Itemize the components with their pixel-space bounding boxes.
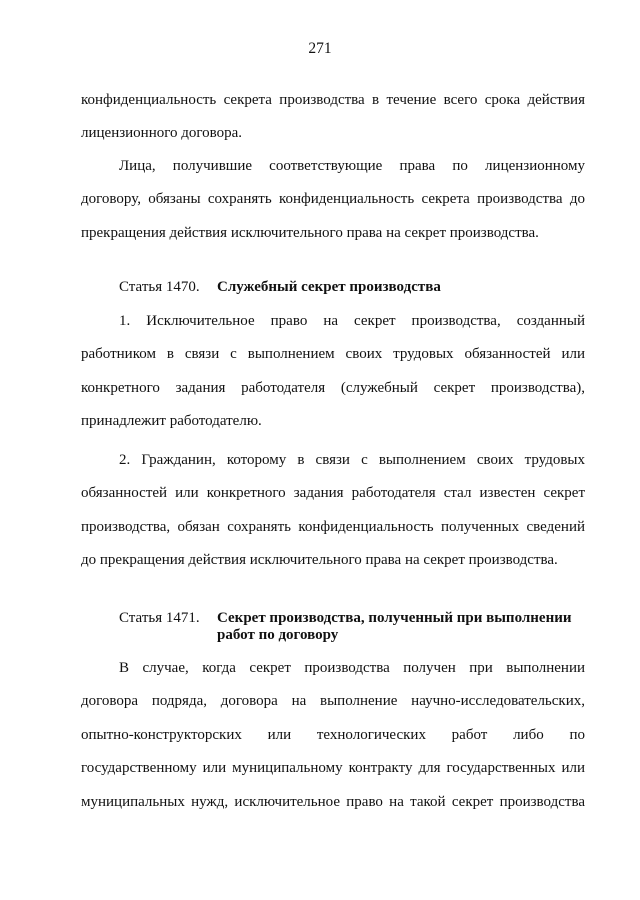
paragraph-licensees (81, 150, 585, 250)
text-line: конкретного задания работодателя (служебный секрет производства), (81, 379, 585, 396)
text-line: работником в связи с выполнением своих трудовых обязанностей или (81, 346, 585, 363)
article-title-line: Секрет производства, полученный при выполнении (217, 610, 572, 626)
text-line: лицензионного договора. (81, 125, 243, 142)
text-line: договора подряда, договора на выполнение научно-исследовательских, (81, 693, 585, 710)
article-number: Статья 1470. (119, 279, 200, 295)
text-line: конфиденциальность секрета производства в течение всего срока действия (81, 92, 585, 108)
text-line: опытно-конструкторских или технологических работ либо по (81, 726, 585, 743)
paragraph-continuation (81, 84, 585, 151)
text-line: производства, обязан сохранять конфиденциальность полученных сведений (81, 518, 585, 535)
paragraph-clause-2 (81, 444, 585, 578)
text-line: до прекращения действия исключительного права на секрет производства. (81, 552, 558, 569)
text-line: муниципальных нужд, исключительное право на такой секрет производства (81, 793, 585, 810)
article-title-line: работ по договору (217, 627, 339, 643)
article-number: Статья 1471. (119, 610, 200, 626)
article-title (217, 610, 597, 644)
text-line: принадлежит работодателю. (81, 413, 262, 430)
text-line: прекращения действия исключительного права на секрет производства. (81, 224, 539, 241)
text-line: 2. Гражданин, которому в связи с выполнением своих трудовых (119, 452, 585, 468)
page-number: 271 (308, 40, 332, 57)
text-line: 1. Исключительное право на секрет производства, созданный (119, 313, 585, 329)
paragraph-clause-1 (81, 305, 585, 439)
text-line: Лица, получившие соответствующие права по лицензионному (119, 158, 585, 174)
paragraph-contract-case (81, 652, 585, 819)
article-title: Служебный секрет производства (217, 279, 441, 295)
text-line: государственному или муниципальному контракту для государственных или (81, 760, 585, 777)
text-line: договору, обязаны сохранять конфиденциальность секрета производства до (81, 191, 585, 208)
text-line: обязанностей или конкретного задания работодателя стал известен секрет (81, 485, 585, 502)
article-1470-heading (119, 279, 441, 296)
text-line: В случае, когда секрет производства получен при выполнении (119, 660, 585, 676)
